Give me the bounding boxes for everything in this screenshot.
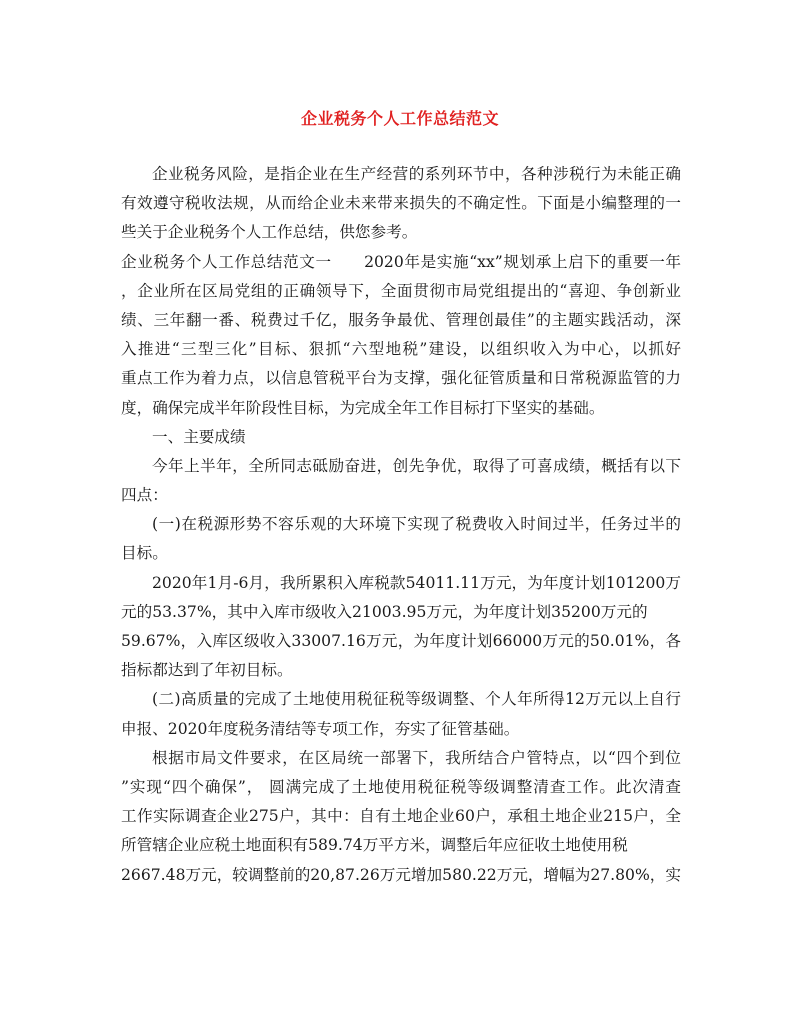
text-line: (一)在税源形势不容乐观的大环境下实现了税费收入时间过半，任务过半的 (152, 515, 681, 534)
text-line: 重点工作为着力点，以信息管税平台为支撑，强化征管质量和日常税源监管的力 (121, 369, 681, 388)
text-line: 四点： (121, 486, 168, 505)
text-line: 有效遵守税收法规，从而给企业未来带来损失的不确定性。下面是小编整理的一 (121, 194, 681, 213)
text-line: 申报、2020年度税务清结等专项工作，夯实了征管基础。 (121, 719, 520, 738)
document-body (121, 160, 681, 890)
text-line: 一、主要成绩 (152, 427, 246, 446)
text-line: 些关于企业税务个人工作总结，供您参考。 (121, 223, 418, 242)
text-line: ”实现“四个确保”， 圆满完成了土地使用税征税等级调整清查工作。此次清查 (121, 777, 681, 796)
text-line: 2667.48万元，较调整前的20,87.26万元增加580.22万元，增幅为27.80%，实 (121, 865, 681, 884)
text-line: (二)高质量的完成了土地使用税征税等级调整、个人年所得12万元以上自行 (152, 690, 681, 709)
text-line: 元的53.37%，其中入库市级收入21003.95万元，为年度计划35200万元的 (121, 602, 648, 621)
text-line: 2020年1月-6月，我所累积入库税款54011.11万元，为年度计划101200万 (152, 573, 681, 592)
document-title: 企业税务个人工作总结范文 (300, 109, 499, 128)
text-line: 度，确保完成半年阶段性目标，为完成全年工作目标打下坚实的基础。 (121, 398, 605, 417)
text-line: 绩、三年翻一番、税费过千亿，服务争最优、管理创最佳”的主题实践活动，深 (121, 310, 681, 329)
text-line: 企业税务风险，是指企业在生产经营的系列环节中，各种涉税行为未能正确 (152, 165, 681, 183)
text-line: 企业税务个人工作总结范文一 2020年是实施“xx”规划承上启下的重要一年 (121, 252, 681, 271)
text-line: 所管辖企业应税土地面积有589.74万平方米，调整后年应征收土地使用税 (121, 836, 628, 855)
text-line: 59.67%，入库区级收入33007.16万元，为年度计划66000万元的50.01%，各 (121, 632, 681, 650)
text-line: 工作实际调查企业275户，其中：自有土地企业60户，承租土地企业215户，全 (121, 807, 681, 826)
text-line: 今年上半年，全所同志砥励奋进，创先争优，取得了可喜成绩，概括有以下 (152, 456, 681, 475)
text-line: 入推进“三型三化”目标、狠抓“六型地税”建设，以组织收入为中心，以抓好 (121, 340, 681, 359)
text-line: 根据市局文件要求，在区局统一部署下，我所结合户管特点，以“四个到位 (152, 748, 681, 767)
text-line: 指标都达到了年初目标。 (121, 661, 293, 680)
text-line: 目标。 (121, 544, 168, 563)
text-line: ，企业所在区局党组的正确领导下，全面贯彻市局党组提出的“喜迎、争创新业 (121, 281, 681, 300)
